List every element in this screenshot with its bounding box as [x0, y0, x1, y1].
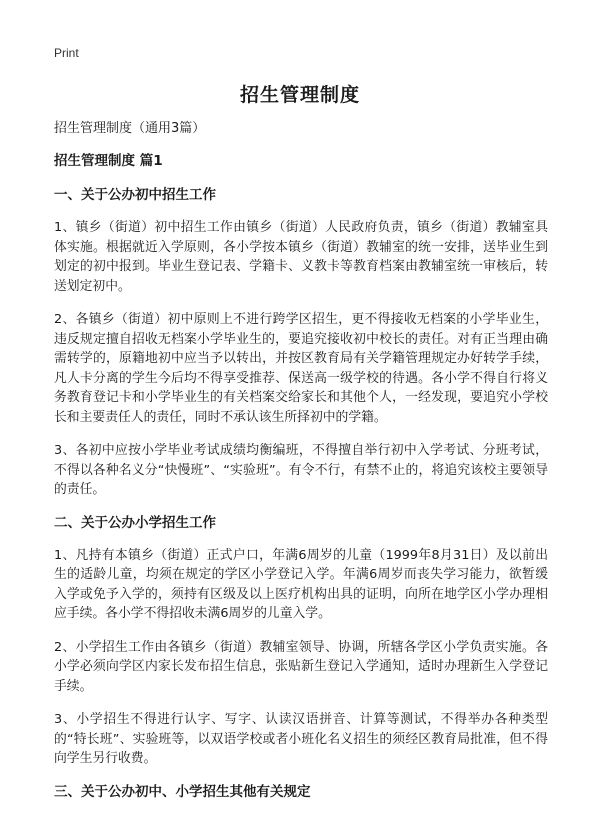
- paragraph: 1、凡持有本镇乡（街道）正式户口，年满6周岁的儿童（1999年8月31日）及以前出生的适龄儿童，均须在规定的学区小学登记入学。年满6周岁而丧失学习能力，欲暂缓入学或免予入学的，须持有区级及以上医疗机构出具的证明，向所在地学区小学办理相应手续。各小学不得招收未满6周岁的儿童入学。: [54, 547, 548, 621]
- article-title: 招生管理制度 篇1: [54, 153, 163, 169]
- section-heading-2: 二、关于公办小学招生工作: [54, 514, 216, 531]
- paragraph: 1、镇乡（街道）初中招生工作由镇乡（街道）人民政府负责，镇乡（街道）教辅室具体实施。根据就近入学原则，各小学按本镇乡（街道）教辅室的统一安排，送毕业生到划定的初中报到。毕业生登记表、学籍卡、义教卡等教育档案由教辅室统一审核后，转送划定初中。: [54, 220, 548, 294]
- print-link[interactable]: Print: [54, 46, 79, 60]
- page-title: 招生管理制度: [239, 84, 360, 106]
- document-subtitle: 招生管理制度（通用3篇）: [54, 121, 206, 136]
- section-heading-3: 三、关于公办初中、小学招生其他有关规定: [54, 783, 311, 800]
- paragraph: 2、小学招生工作由各镇乡（街道）教辅室领导、协调，所辖各学区小学负责实施。各小学必须向学区内家长发布招生信息，张贴新生登记入学通知，适时办理新生入学登记手续。: [54, 639, 548, 694]
- document-body: [54, 120, 548, 801]
- paragraph: 3、各初中应按小学毕业考试成绩均衡编班，不得擅自举行初中入学考试、分班考试，不得以各种名义分“快慢班”、“实验班”。有令不行，有禁不止的，将追究该校主要领导的责任。: [54, 443, 548, 497]
- paragraph: 3、小学招生不得进行认字、写字、认读汉语拼音、计算等测试，不得举办各种类型的“特长班”、实验班等，以双语学校或者小班化名义招生的须经区教育局批准，但不得向学生另行收费。: [54, 712, 548, 766]
- section-heading-1: 一、关于公办初中招生工作: [54, 187, 216, 203]
- paragraph: 2、各镇乡（街道）初中原则上不进行跨学区招生，更不得接收无档案的小学毕业生，违反规定擅自招收无档案小学毕业生的，要追究接收初中校长的责任。对有正当理由确需转学的，原籍地初中应当予以转出，并按区教育局有关学籍管理规定办好转学手续，凡人卡分离的学生今后均不得享受推荐、保送高一级学校的待遇。各小学不得自行将义务教育登记卡和小学毕业生的有关档案交给家长和其他个人，一经发现，要追究小学校长和主要责任人的责任，同时不承认该生所择初中的学籍。: [54, 312, 548, 425]
